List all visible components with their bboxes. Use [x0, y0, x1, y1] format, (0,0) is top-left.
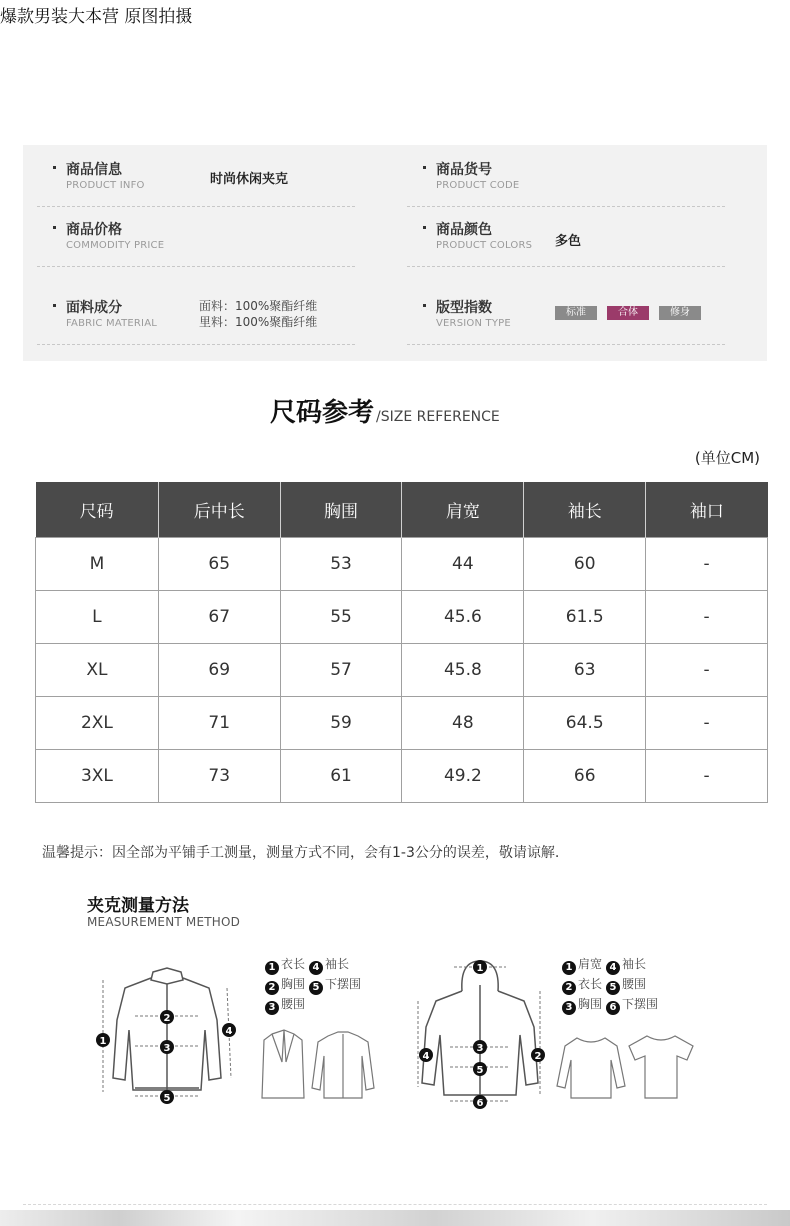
fit-tag-regular: 合体 — [607, 306, 649, 320]
info-product-code — [407, 145, 725, 207]
info-value: 多色 — [555, 234, 582, 249]
table-cell: 45.6 — [402, 590, 524, 643]
svg-text:1: 1 — [476, 963, 484, 974]
info-version-type — [407, 283, 725, 345]
svg-text:4: 4 — [225, 1026, 233, 1037]
material-outer: 面料：100%聚酯纤维 — [199, 299, 318, 313]
svg-text:4: 4 — [422, 1051, 430, 1062]
column-header: 肩宽 — [402, 482, 524, 537]
bottom-banner — [0, 1210, 790, 1226]
table-cell: - — [646, 696, 768, 749]
size-table — [35, 482, 768, 803]
table-cell: 63 — [524, 643, 646, 696]
column-header: 后中长 — [158, 482, 280, 537]
table-cell: - — [646, 643, 768, 696]
info-label: 商品颜色 — [436, 222, 492, 238]
column-header: 尺码 — [36, 482, 159, 537]
svg-text:3: 3 — [163, 1043, 171, 1054]
table-row — [36, 643, 768, 696]
bullet-icon — [423, 166, 426, 169]
hoodie-diagram — [410, 955, 560, 1113]
unit-label: (单位CM) — [694, 449, 760, 467]
column-header: 袖长 — [524, 482, 646, 537]
table-header-row — [36, 482, 768, 537]
measure-badges — [419, 960, 545, 1109]
info-product-name — [37, 145, 355, 207]
svg-text:6: 6 — [476, 1098, 484, 1109]
table-cell: 66 — [524, 749, 646, 802]
svg-text:2: 2 — [534, 1051, 542, 1062]
info-label-en: VERSION TYPE — [436, 318, 511, 329]
table-cell: 65 — [158, 537, 280, 590]
material-lining: 里料：100%聚酯纤维 — [199, 315, 318, 329]
jacket-diagram — [95, 960, 255, 1110]
size-reference-heading — [270, 392, 500, 429]
table-row — [36, 696, 768, 749]
size-title-en: /SIZE REFERENCE — [376, 409, 500, 425]
info-value: 时尚休闲夹克 — [210, 172, 289, 187]
fit-tag-slim: 修身 — [659, 306, 701, 320]
table-row — [36, 537, 768, 590]
table-cell: 67 — [158, 590, 280, 643]
legend-left: 1 衣长 4 袖长 2 胸围 5 下摆围 3 腰围 — [265, 955, 365, 1015]
column-header: 胸围 — [280, 482, 402, 537]
table-cell: 49.2 — [402, 749, 524, 802]
product-info-panel — [23, 145, 767, 361]
table-cell: 64.5 — [524, 696, 646, 749]
table-cell: 71 — [158, 696, 280, 749]
table-cell: 45.8 — [402, 643, 524, 696]
fit-tag-standard: 标准 — [555, 306, 597, 320]
bullet-icon — [53, 226, 56, 229]
table-cell: - — [646, 590, 768, 643]
table-cell: 44 — [402, 537, 524, 590]
table-cell: 57 — [280, 643, 402, 696]
table-cell: 59 — [280, 696, 402, 749]
info-colors — [407, 205, 725, 267]
svg-text:5: 5 — [163, 1093, 171, 1104]
table-cell: 69 — [158, 643, 280, 696]
measurement-title: 夹克测量方法 — [87, 896, 189, 916]
info-value-lines — [199, 298, 317, 330]
info-label-en: PRODUCT INFO — [66, 180, 145, 191]
info-label-en: PRODUCT CODE — [436, 180, 520, 191]
page-title: 爆款男装大本营 原图拍摄 — [0, 7, 193, 27]
info-label-en: COMMODITY PRICE — [66, 240, 165, 251]
table-cell: 61.5 — [524, 590, 646, 643]
bullet-icon — [53, 166, 56, 169]
column-header: 袖口 — [646, 482, 768, 537]
info-label: 面料成分 — [66, 300, 122, 316]
svg-text:3: 3 — [476, 1043, 484, 1054]
measurement-notice: 温馨提示：因全部为平铺手工测量，测量方式不同，会有1-3公分的误差，敬请谅解. — [42, 845, 560, 861]
svg-text:2: 2 — [163, 1013, 171, 1024]
table-cell: - — [646, 749, 768, 802]
measurement-title-en: MEASUREMENT METHOD — [87, 915, 241, 929]
info-label: 版型指数 — [436, 300, 492, 316]
table-cell: 60 — [524, 537, 646, 590]
table-cell: 53 — [280, 537, 402, 590]
table-cell: 48 — [402, 696, 524, 749]
table-cell: 2XL — [36, 696, 159, 749]
table-cell: XL — [36, 643, 159, 696]
info-label-en: PRODUCT COLORS — [436, 240, 533, 251]
table-cell: L — [36, 590, 159, 643]
bullet-icon — [423, 226, 426, 229]
table-cell: 3XL — [36, 749, 159, 802]
info-label: 商品信息 — [66, 162, 122, 178]
table-cell: 73 — [158, 749, 280, 802]
bottom-divider — [23, 1204, 767, 1205]
info-price — [37, 205, 355, 267]
table-row — [36, 590, 768, 643]
sweater-tee-sketch — [555, 1030, 700, 1102]
table-row — [36, 749, 768, 802]
info-material — [37, 283, 355, 345]
table-cell: - — [646, 537, 768, 590]
svg-text:5: 5 — [476, 1065, 484, 1076]
bullet-icon — [423, 304, 426, 307]
info-label-en: FABRIC MATERIAL — [66, 318, 158, 329]
table-cell: 61 — [280, 749, 402, 802]
blazer-shirt-sketch — [258, 1028, 388, 1102]
table-cell: M — [36, 537, 159, 590]
info-label: 商品货号 — [436, 162, 492, 178]
table-cell: 55 — [280, 590, 402, 643]
svg-text:1: 1 — [99, 1036, 107, 1047]
info-label: 商品价格 — [66, 222, 122, 238]
bullet-icon — [53, 304, 56, 307]
size-title-cn: 尺码参考 — [270, 398, 375, 428]
legend-right: 1 肩宽 4 袖长 2 衣长 5 腰围 3 胸围 6 下摆围 — [562, 955, 662, 1015]
